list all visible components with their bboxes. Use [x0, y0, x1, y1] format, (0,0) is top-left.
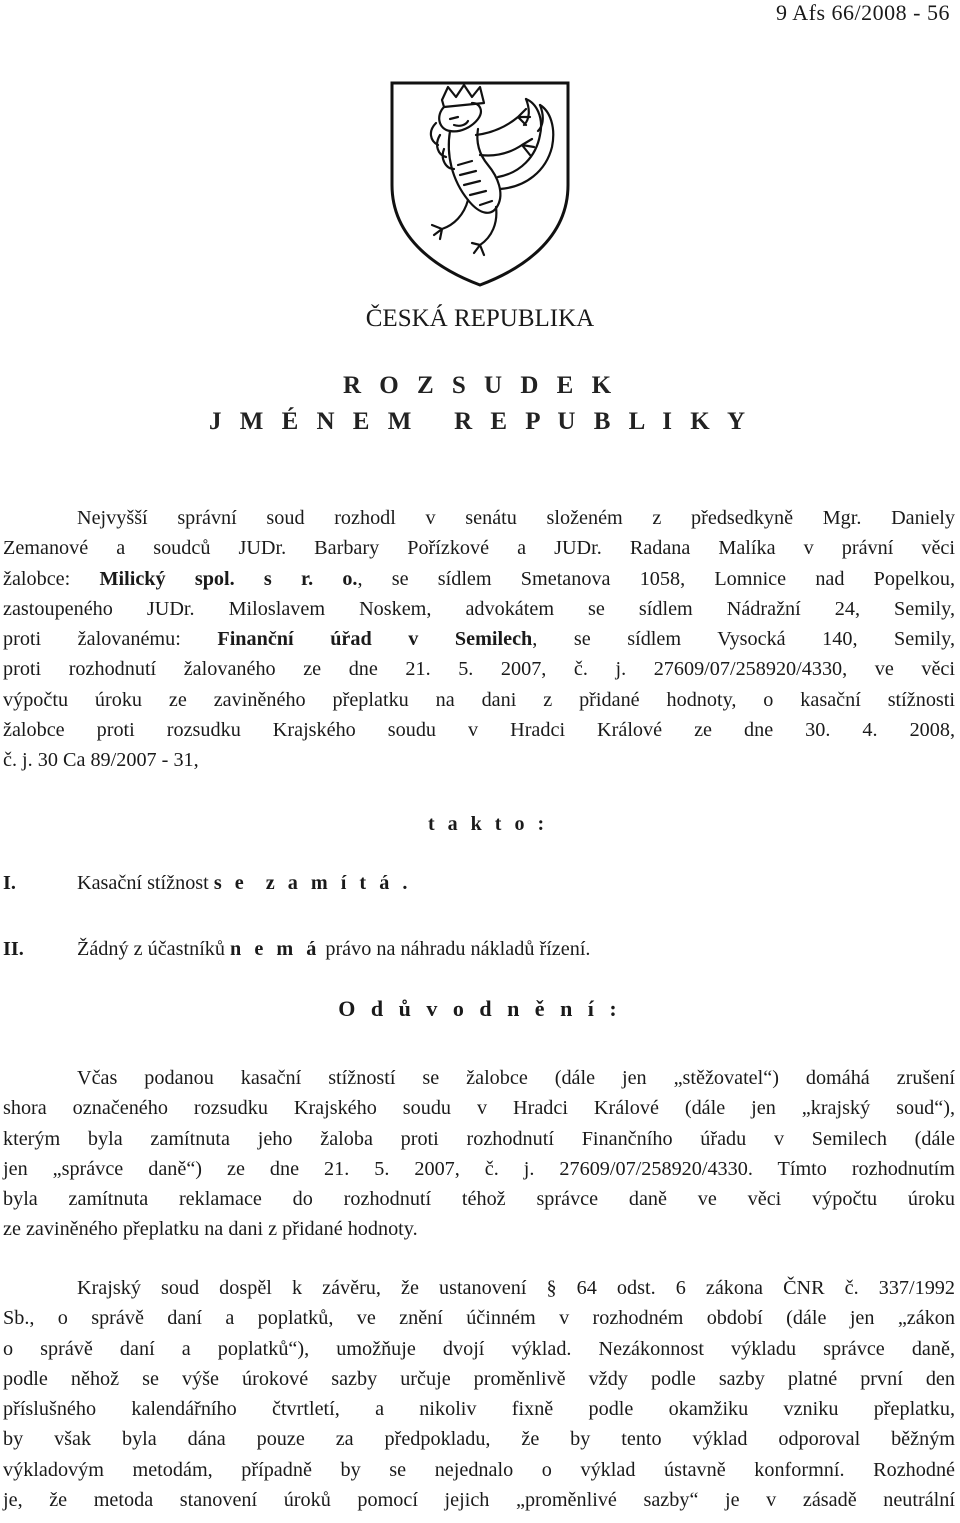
verdict-item — [3, 872, 411, 895]
plaintiff-label: žalobce: — [3, 567, 100, 590]
item-emphasis: s e z a m í t á . — [213, 872, 412, 894]
intro-line: Zemanové a soudců JUDr. Barbary Pořízkové a JUDr. Radana Malíka v právní věci — [3, 537, 955, 560]
body-line: Sb., o správě daní a poplatků, ve znění účinném v rozhodném období (dále jen „zákon — [3, 1307, 955, 1330]
intro-paragraph — [3, 503, 955, 776]
body-line: Krajský soud dospěl k závěru, že ustanovení § 64 odst. 6 zákona ČNR č. 337/1992 — [77, 1277, 955, 1299]
item-number: I. — [3, 872, 16, 894]
intro-line — [3, 624, 955, 654]
country-name: ČESKÁ REPUBLIKA — [365, 305, 595, 332]
verdict-title: R O Z S U D E K — [342, 372, 618, 399]
intro-line: proti rozhodnutí žalovaného ze dne 21. 5. 2007, č. j. 27609/07/258920/4330, ve věci — [3, 658, 955, 681]
intro-line: Nejvyšší správní soud rozhodl v senátu složeném z předsedkyně Mgr. Daniely — [77, 507, 955, 529]
intro-line — [3, 564, 955, 594]
intro-line: výpočtu úroku ze zaviněného přeplatku na dani z přidané hodnoty, o kasační stížnosti — [3, 688, 955, 711]
body-line: byla zamítnuta reklamace do rozhodnutí téhož správce daně ve věci výpočtu úroku — [3, 1188, 955, 1211]
czech-lion-coat-of-arms-icon — [380, 65, 580, 290]
item-emphasis: n e m á — [230, 938, 321, 960]
body-line: výkladovým metodám, případně by se nejednalo o výklad ústavně konformní. Rozhodné — [3, 1458, 955, 1481]
intro-line: zastoupeného JUDr. Miloslavem Noskem, advokátem se sídlem Nádražní 24, Semily, — [3, 597, 955, 620]
body-line: je, že metoda stanovení úroků pomocí jejich „proměnlivé sazby“ je v zásadě neutrální — [3, 1489, 955, 1512]
defendant-address: , se sídlem Vysocká 140, Semily, — [532, 628, 955, 651]
defendant-name: Finanční úřad v Semilech — [217, 628, 533, 651]
plaintiff-name: Milický spol. s r. o. — [99, 567, 358, 590]
body-line: o správě daní a poplatků“), umožňuje dvojí výklad. Nezákonnost výkladu správce daně, — [3, 1337, 955, 1360]
body-line: ze zaviněného přeplatku na dani z přidané hodnoty. — [3, 1218, 418, 1241]
case-number: 9 Afs 66/2008 - 56 — [776, 0, 950, 25]
body-line: kterým byla zamítnuta jeho žaloba proti rozhodnutí Finančního úřadu v Semilech (dále — [3, 1127, 955, 1150]
body-line: jen „správce daně“) ze dne 21. 5. 2007, č. j. 27609/07/258920/4330. Tímto rozhodnutím — [3, 1157, 955, 1180]
verdict-item — [3, 938, 590, 961]
takto-heading: t a k t o : — [428, 813, 549, 835]
body-line: Včas podanou kasační stížností se žalobce (dále jen „stěžovatel“) domáhá zrušení — [77, 1067, 955, 1089]
coat-of-arms-graphic — [380, 65, 580, 290]
body-line: příslušného kalendářního čtvrtletí, a nikoliv fixně podle okamžiku vzniku přeplatku, — [3, 1398, 955, 1421]
intro-line: žalobce proti rozsudku Krajského soudu v Hradci Králové ze dne 30. 4. 2008, — [3, 719, 955, 742]
reasoning-heading: O d ů v o d n ě n í : — [338, 996, 622, 1021]
body-line: by však byla dána pouze za předpokladu, že by tento výklad odporoval běžným — [3, 1428, 955, 1451]
reasoning-paragraph-2 — [3, 1273, 955, 1515]
body-line: shora označeného rozsudku Krajského soudu v Hradci Králové (dále jen „krajský soud“), — [3, 1097, 955, 1120]
reasoning-paragraph-1 — [3, 1063, 955, 1245]
item-text-tail: právo na náhradu nákladů řízení. — [320, 938, 591, 960]
item-text: Žádný z účastníků — [77, 938, 231, 960]
item-text: Kasační stížnost — [77, 872, 214, 894]
verdict-subtitle: J M É N E M R E P U B L I K Y — [208, 408, 752, 435]
body-line: podle něhož se výše úrokové sazby určuje proměnlivě vždy podle sazby platné první den — [3, 1367, 955, 1390]
defendant-label: proti žalovanému: — [3, 628, 218, 651]
intro-line: č. j. 30 Ca 89/2007 - 31, — [3, 749, 199, 772]
plaintiff-address: , se sídlem Smetanova 1058, Lomnice nad Popelkou, — [357, 567, 955, 590]
item-number: II. — [3, 938, 24, 960]
